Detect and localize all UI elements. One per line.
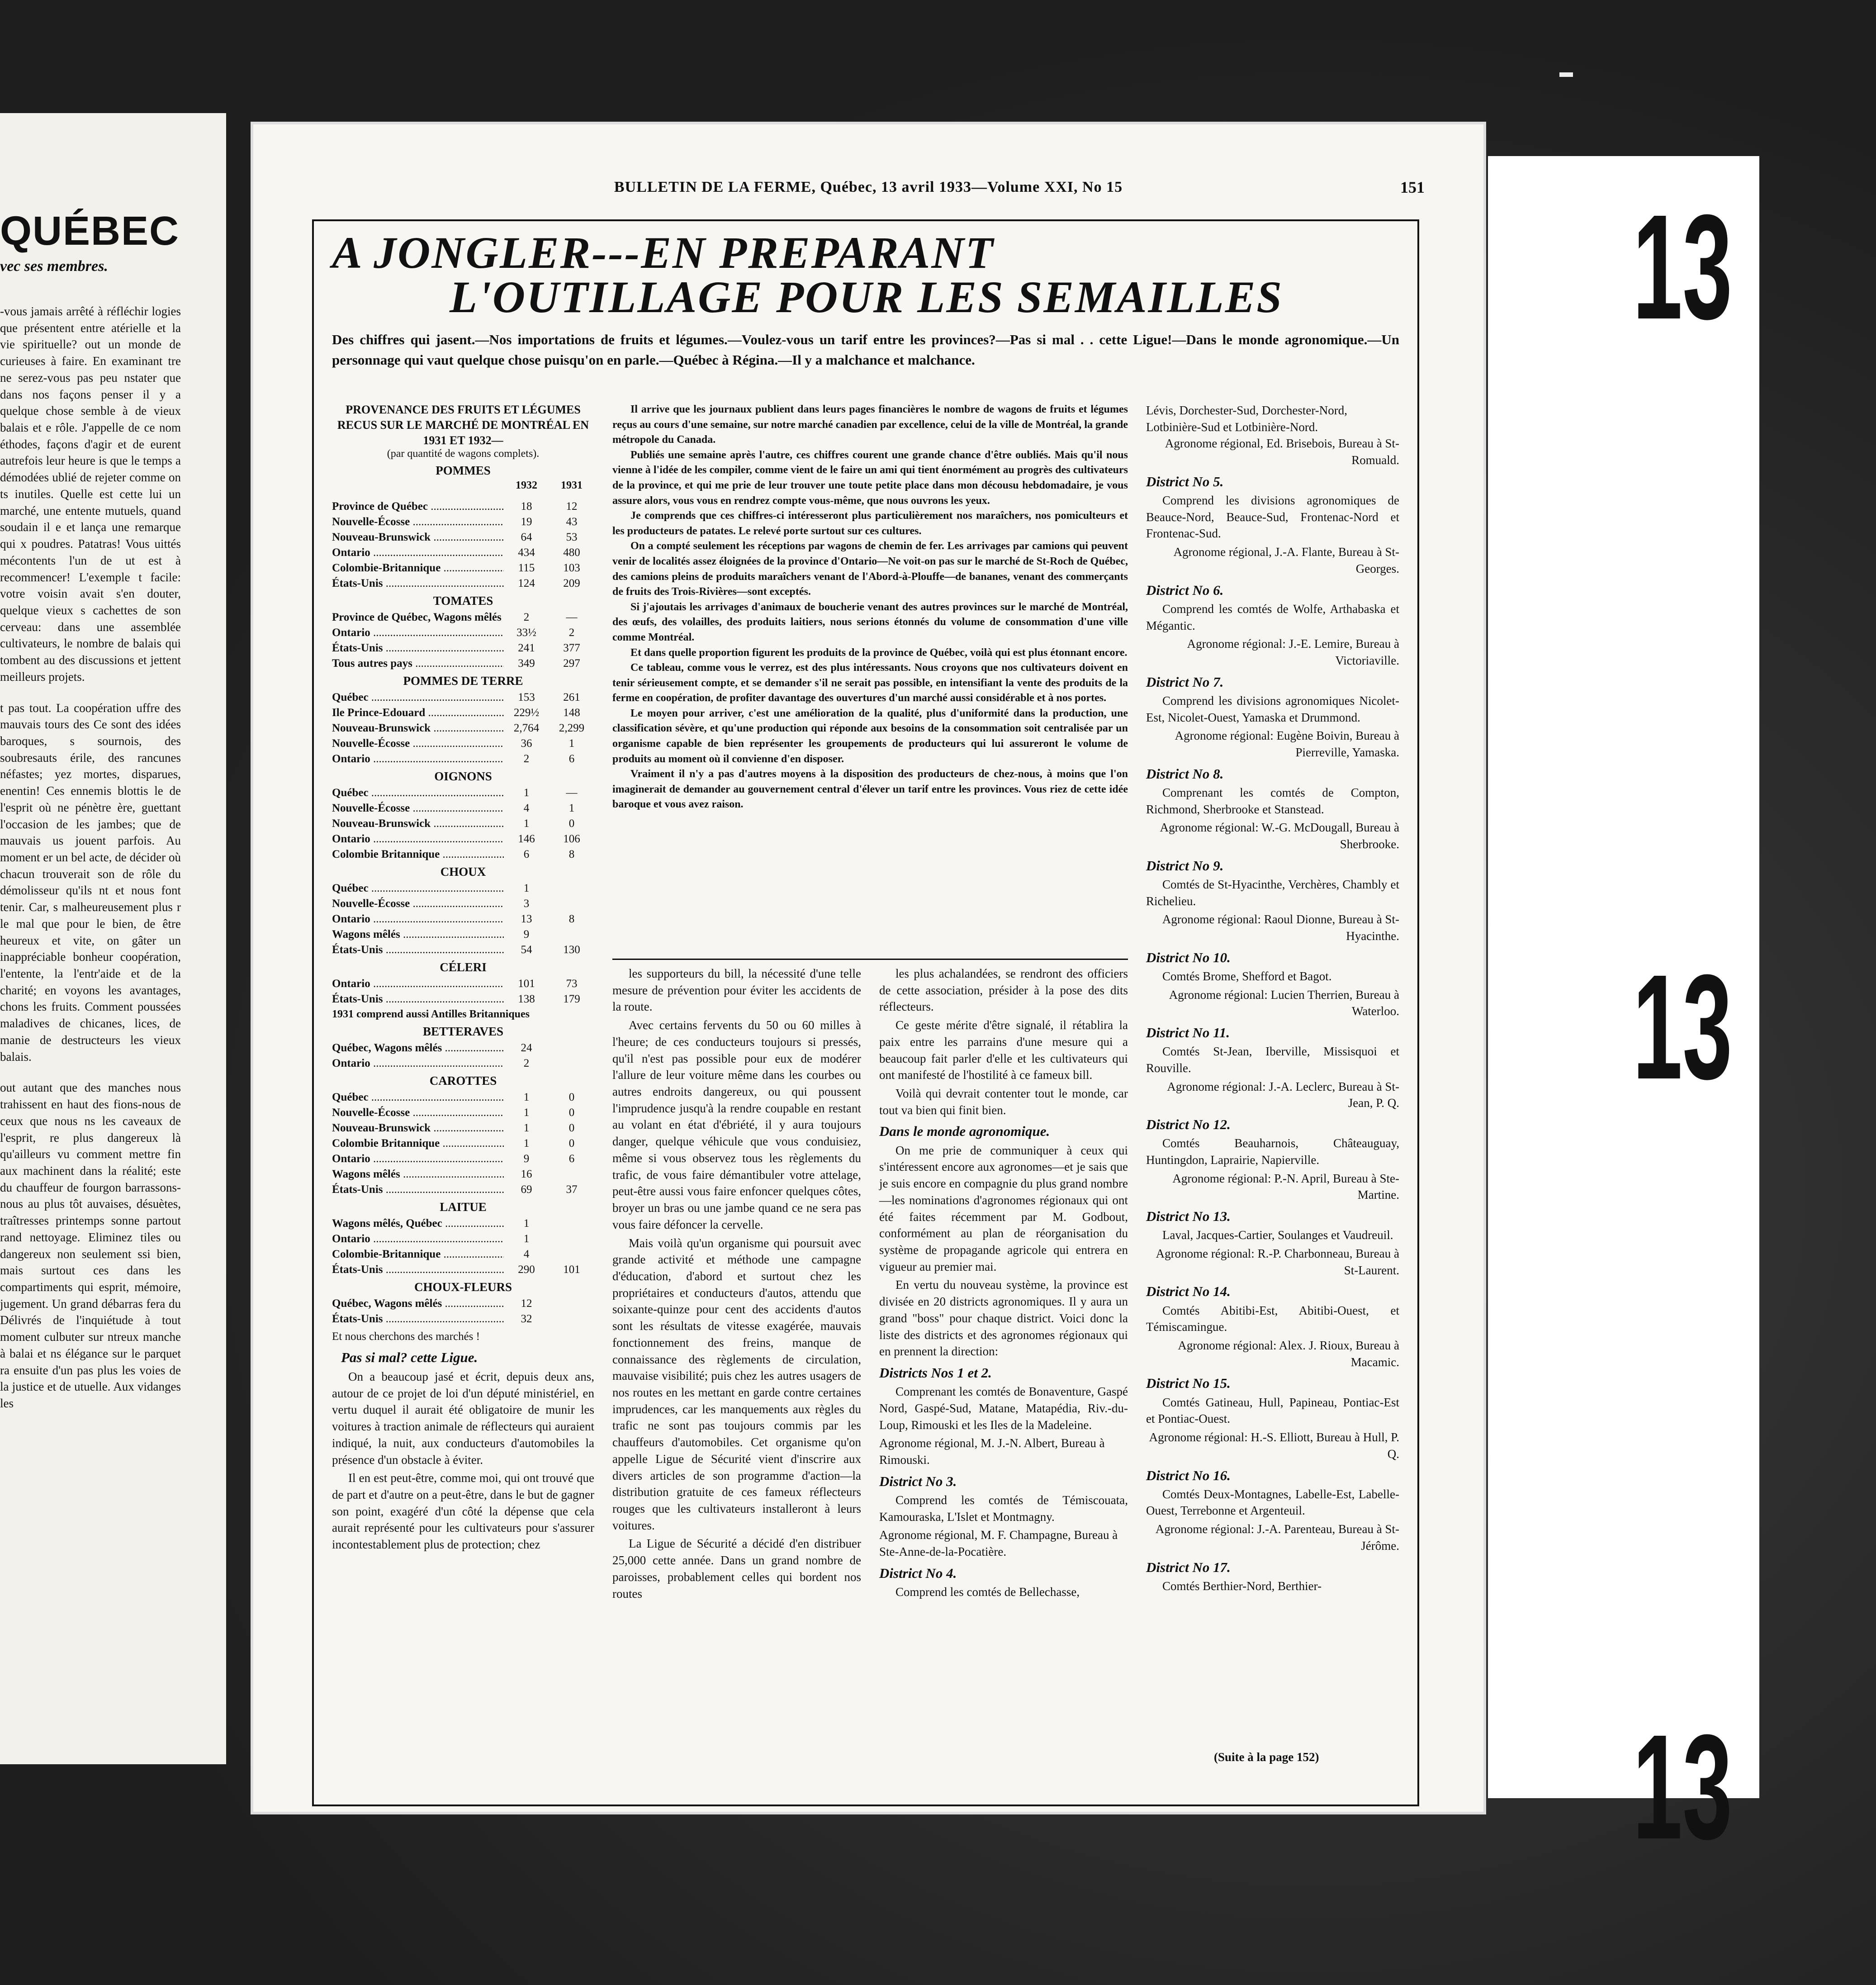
ligue-paragraph: La Ligue de Sécurité a décidé d'en distribuer 25,000 cette année. Dans un grand nombre de paroisses, probablement celles qui bordent nos routes [612,1537,861,1600]
table-row [332,1121,594,1136]
value-1932: 4 [523,1248,530,1261]
district-heading: District No 3. [879,1473,957,1489]
value-1932: 19 [521,516,532,528]
table-row [332,831,594,847]
district-agronome: Agronome régional: J.-A. Parenteau, Bureau à St-Jérôme. [1155,1522,1399,1553]
value-1932: 349 [518,657,535,670]
value-1932: 2 [523,611,530,624]
value-1932: 138 [518,993,535,1006]
district-heading: District No 8. [1146,765,1224,782]
row-label: Québec, Wagons mêlés ..... [332,1296,504,1311]
row-label: Nouveau-Brunswick ..... [332,530,504,545]
value-1932: 2,764 [513,722,540,735]
value-1931: — [566,611,578,624]
running-head: BULLETIN DE LA FERME, Québec, 13 avril 1933—Volume XXI, No 15 [614,179,1123,195]
district-heading: District No 7. [1146,674,1224,690]
ligue-paragraph: Mais voilà qu'un organisme qui poursuit avec grande activité et méthode une campagne d'éducation, d'abord et surtout chez les propriétaires et conducteurs d'autos, attendu que soixante-quinze pour cent des accidents d'autos sont les résultats de vitesse exagérée, mauvais fonctionnement des freins, manque de connaissance des règlements de circulation, mauvaise visibilité; puis chez les autres usagers de nos routes en les mettant en garde contre certaines imprudences, car les manquements aux règles du trafic ne sont pas toujours commis par les chauffeurs d'automobiles. Cet organisme qu'on appelle Ligue de Sécurité vient d'inscrire aux divers articles de son programme d'action—la distribution gratuite de ces fameux réflecteurs rouges que les cultivateurs installeront à leurs voitures. [612,1236,861,1532]
value-1931: 12 [566,500,578,513]
value-1932: 64 [521,531,532,544]
district-description: Laval, Jacques-Cartier, Soulanges et Vaudreuil. [1162,1228,1393,1242]
row-label: Québec ..... [332,881,504,896]
intro-paragraph: Publiés une semaine après l'autre, ces chiffres courent une grande chance d'être oubliés. Mais qu'il nous vienne à l'idée de les compiler, comme vient de le faire un ami qui tient énormément au progrès des cultivateurs de la province, et qui me prie de leur trouver une toute petite place dans mon décousu hebdomadaire, je vous assure alors, vous vous en rendrez compte vous-même, que nous ouvrons les yeux. [612,449,1128,507]
value-1932: 13 [521,913,532,926]
article-frame [312,219,1419,1806]
district-description: Comprend les comtés de Témiscouata, Kamouraska, L'Islet et Montmagny. [879,1493,1128,1524]
divider-rule [612,959,1128,960]
value-1932: 1 [523,1122,530,1135]
row-label: Ontario ..... [332,751,504,767]
district-description: Comtés de St-Hyacinthe, Verchères, Chambly et Richelieu. [1146,877,1399,908]
table-row [332,881,594,896]
table-row [332,785,594,801]
value-1931: 101 [563,1263,580,1276]
row-label: États-Unis ..... [332,1262,504,1277]
row-label: Ontario ..... [332,912,504,927]
column-2 [612,965,861,1604]
headline-line-2: L'OUTILLAGE POUR LES SEMAILLES [450,272,1284,322]
table-row [332,1056,594,1071]
ligue-paragraph: On a beaucoup jasé et écrit, depuis deux ans, autour de ce projet de loi d'un député ministériel, en vertu duquel il aurait été obligatoire de munir les voitures à traction animale de réflecteurs qui auraient indiqué, la nuit, aux conducteurs d'automobiles la présence d'un obstacle à éviter. [332,1370,594,1467]
row-label: Ontario ..... [332,976,504,992]
value-1931: 103 [563,562,580,575]
table-row [332,1105,594,1121]
intro-paragraph: Ce tableau, comme vous le verrez, est des plus intéressants. Nous croyons que nos cultivateurs doivent en tenir sérieusement compte, et se demander s'il ne serait pas possible, en intensifiant la vente des produits de la ferme en coopération, de profiter davantage des ouvertures d'un marché aussi considérable et à nos portes. [612,662,1128,704]
column-header-1931: 1931 [561,480,583,492]
value-1932: 434 [518,546,535,559]
value-1931: 0 [568,1122,575,1135]
value-1931: 1 [568,802,575,815]
value-1931 [549,1040,594,1056]
table-row [332,1296,594,1311]
row-label: Ile Prince-Edouard ..... [332,705,504,721]
value-1931: 0 [568,1106,575,1119]
district-heading: District No 16. [1146,1467,1231,1483]
col3-paragraph: les plus achalandées, se rendront des officiers de cette association, présider à la pose des dits réflecteurs. [879,967,1128,1014]
district-agronome: Agronome régional, M. J.-N. Albert, Bureau à Rimouski. [879,1436,1105,1467]
district-heading: District No 17. [1146,1559,1231,1575]
value-1931: 261 [563,691,580,704]
district-heading: District No 14. [1146,1283,1231,1300]
value-1932: 54 [521,944,532,956]
newspaper-page [253,124,1483,1812]
value-1931: 179 [563,993,580,1006]
value-1932: 12 [521,1297,532,1310]
value-1932: 2 [523,1057,530,1070]
table-row [332,656,594,671]
row-label: Nouvelle-Écosse ..... [332,736,504,751]
value-1931: 73 [566,978,578,990]
row-label: Nouvelle-Écosse ..... [332,514,504,530]
table-row [332,641,594,656]
value-1932: 4 [523,802,530,815]
value-1931: 209 [563,577,580,590]
district-description: Comtés Beauharnois, Châteauguay, Huntingdon, Laprairie, Napierville. [1146,1136,1399,1167]
value-1932: 124 [518,577,535,590]
ligue-paragraph: les supporteurs du bill, la nécessité d'une telle mesure de prévention pour éviter les accidents de la route. [612,967,861,1014]
table-title: PROVENANCE DES FRUITS ET LÉGUMES RECUS SUR LE MARCHÉ DE MONTRÉAL EN 1931 ET 1932— [337,403,589,447]
district-agronome: Agronome régional, M. F. Champagne, Bureau à Ste-Anne-de-la-Pocatière. [879,1528,1118,1559]
value-1931: 2 [568,627,575,639]
value-1931: 1 [568,737,575,750]
district-agronome: Agronome régional: H.-S. Elliott, Bureau à Hull, P. Q. [1149,1430,1399,1461]
table-row [332,690,594,705]
value-1932: 290 [518,1263,535,1276]
district-agronome: Agronome régional: Raoul Dionne, Bureau à St-Hyacinthe. [1162,912,1399,943]
row-label: États-Unis ..... [332,942,504,958]
district-list [1146,472,1399,1595]
district-4-agronome: Agronome régional, Ed. Brisebois, Bureau à St-Romuald. [1165,437,1399,467]
table-category: LAITUE [440,1200,487,1214]
table-row [332,576,594,591]
value-1931 [549,1296,594,1311]
district-heading: District No 13. [1146,1208,1231,1225]
value-1931: 37 [566,1183,578,1196]
col3-paragraph: Voilà qui devrait contenter tout le monde, car tout va bien qui finit bien. [879,1087,1128,1117]
row-label: Colombie-Britannique ..... [332,560,504,576]
value-1932: 153 [518,691,535,704]
value-1931: 0 [568,817,575,830]
table-tail: Et nous cherchons des marchés ! [332,1330,480,1343]
table-row [332,896,594,912]
value-1932: 9 [523,1153,530,1165]
value-1932: 1 [523,1217,530,1230]
value-1932: 1 [523,882,530,895]
district-description: Comtés St-Jean, Iberville, Missisquoi et Rouville. [1146,1045,1399,1075]
table-row [332,1216,594,1231]
left-paragraph: out autant que des manches nous trahissent en haut des fions-nous de ceux que nous ns les caveaux de l'esprit, re plus dangereux là qu'ailleurs vu comment mettre fin aux machinent dans la réalité; este du chauffeur de fourgon barrassons-nous au plus tôt auvaises, désuètes, traîtresses printemps sonne partout rand nettoyage. Eliminez tiles ou dangereux non seulement ssi bien, mais surtout ces dans les compartiments qui esprit, mémoire, jugement. Un grand débarras fera du Délivrés de l'inquiétude à tout moment culbuter sur ntreux manche à balai et ns élégance sur le parquet ra ensuite d'un pas plus les voies de la justice et de utuelle. Aux vidanges les [0,1081,181,1410]
value-1931 [549,1247,594,1262]
agro-paragraph: En vertu du nouveau système, la province est divisée en 20 districts agronomiques. Il y aura un grand "boss" pour chaque district. Voici donc la liste des districts et des agronomes régionaux qui en prennent la direction: [879,1278,1128,1358]
row-label: Québec ..... [332,690,504,705]
column-4 [1146,402,1399,1596]
ligue-paragraph: Avec certains fervents du 50 ou 60 milles à l'heure; de ces conducteurs toujours si pressés, qu'il n'est pas possible pour eux de modérer l'allure de leur voiture même dans les courbes ou autres endroits dangereux, ou qui poussent l'imprudence jusqu'à la rendre coupable en restant au volant en état d'ébriété, il y aura toujours danger, quelque véhicule que vous conduisiez, même si vous observez tous les règlements du trafic, de vous faire démantibuler votre attelage, peut-être aussi vous faire enfoncer quelques côtes, broyer un bras ou une jambe quand ce ne sera pas vous faire défoncer la cervelle. [612,1018,861,1231]
row-label: Nouveau-Brunswick ..... [332,816,504,831]
value-1932: 24 [521,1042,532,1054]
agronomique-heading: Dans le monde agronomique. [879,1123,1050,1140]
intro-paragraph: Il arrive que les journaux publient dans leurs pages financières le nombre de wagons de fruits et légumes reçus au cours d'une semaine, sur notre marché canadien par excellence, celui de la ville de Montréal, la grande métropole du Canada. [612,404,1128,446]
row-label: États-Unis ..... [332,576,504,591]
district-agronome: Agronome régional: Alex. J. Rioux, Bureau à Macamic. [1178,1339,1399,1369]
column-3 [879,965,1128,1602]
row-label: Wagons mêlés, Québec ..... [332,1216,504,1231]
value-1932: 229½ [513,707,540,719]
value-1932: 1 [523,1091,530,1104]
value-1931 [549,1231,594,1247]
column-header-1932: 1932 [516,480,537,492]
value-1932: 2 [523,753,530,765]
intro-paragraph: Le moyen pour arriver, c'est une amélioration de la qualité, plus d'uniformité dans la production, une classification sévère, et qu'une production qui réponde aux besoins de la consommation soit centralisée par un organisme capable de bien représenter les groupements de producteurs qui lui assureront le volume de produits au moment où il convienne d'en disposer. [612,707,1128,765]
table-row [332,1151,594,1167]
row-label: Québec ..... [332,1090,504,1105]
value-1932: 1 [523,787,530,799]
value-1931: 8 [568,848,575,861]
district-agronome: Agronome régional: W.-G. McDougall, Bureau à Sherbrooke. [1160,821,1399,851]
film-speck [1559,72,1573,77]
row-label: États-Unis ..... [332,992,504,1007]
value-1932: 32 [521,1313,532,1325]
value-1931: 0 [568,1091,575,1104]
table-row [332,927,594,942]
table-header [332,480,594,492]
table-row [332,705,594,721]
frame-number: 13 [1633,183,1733,350]
value-1931 [549,881,594,896]
page-number: 151 [1400,178,1425,196]
value-1931: 6 [568,753,575,765]
value-1931: 480 [563,546,580,559]
value-1931 [549,1056,594,1071]
value-1931 [549,1311,594,1327]
table-row [332,992,594,1007]
value-1931: 6 [568,1153,575,1165]
table-category: CÉLERI [440,960,487,974]
table-row [332,514,594,530]
district-description: Comprend les divisions agronomiques de Beauce-Nord, Beauce-Sud, Frontenac-Nord et Frontenac-Sud. [1146,494,1399,541]
district-description: Comtés Abitibi-Est, Abitibi-Ouest, et Témiscamingue. [1146,1303,1399,1334]
row-label: Québec ..... [332,785,504,801]
table-note: (par quantité de wagons complets). [387,448,540,460]
table-category: POMMES DE TERRE [403,674,523,688]
district-agronome: Agronome régional, J.-A. Flante, Bureau à St-Georges. [1173,545,1399,575]
table-row [332,736,594,751]
intro-paragraph: On a compté seulement les réceptions par wagons de chemin de fer. Les arrivages par camions qui peuvent venir de localités assez éloignées de la province d'Ontario—Ne voit-on pas sur le marché de St-Roch de Québec, des camions pleins de produits maraîchers venant de l'Abord-à-Plouffe—de bananes, venant des commerçants de fruits des Trois-Rivières—sont exceptés. [612,540,1128,598]
intro-paragraph: Si j'ajoutais les arrivages d'animaux de boucherie venant des autres provinces sur le marché de Montréal, des œufs, des volailles, des produits laitiers, nous serions étonnés du volume de consommation d'une ville comme Montréal. [612,601,1128,643]
row-label: Ontario ..... [332,625,504,641]
row-label: Ontario ..... [332,1056,504,1071]
table-category: TOMATES [433,594,493,608]
frame-number: 13 [1633,943,1733,1110]
district-heading: District No 6. [1146,582,1224,598]
ligue-text [332,1368,594,1553]
article-deck: Des chiffres qui jasent.—Nos importations de fruits et légumes.—Voulez-vous un tarif entre les provinces?—Pas si mal . . cette Ligue!—Dans le monde agronomique.—Un personnage qui vaut quelque chose puisqu'on en parle.—Québec à Régina.—Il y a malchance et malchance. [332,332,1399,368]
district-description: Comprend les comtés de Wolfe, Arthabaska et Mégantic. [1146,602,1399,632]
table-row [332,1040,594,1056]
table-row [332,499,594,514]
district-description: Comprenant les comtés de Bonaventure, Gaspé Nord, Gaspé-Sud, Matane, Matapédia, Riv.-du-Loup, Rimouski et les Iles de la Madeleine. [879,1385,1128,1432]
table-row [332,1090,594,1105]
table-row [332,942,594,958]
value-1932: 9 [523,928,530,941]
row-label: Colombie Britannique ..... [332,1136,504,1151]
table-category: OIGNONS [434,769,492,784]
district-agronome: Agronome régional: R.-P. Charbonneau, Bureau à St-Laurent. [1156,1247,1399,1277]
row-label: Nouvelle-Écosse ..... [332,1105,504,1121]
district-agronome: Agronome régional: Eugène Boivin, Bureau à Pierreville, Yamaska. [1175,729,1399,759]
row-label: Ontario ..... [332,1231,504,1247]
table-row [332,721,594,736]
district-description: Comprend les comtés de Bellechasse, [895,1585,1080,1599]
table-row [332,545,594,560]
value-1932: 6 [523,848,530,861]
district-list [879,1363,1128,1600]
table-row [332,1231,594,1247]
table-row [332,530,594,545]
left-paragraph: -vous jamais arrêté à réfléchir logies que présentent entre atérielle et la vie spirituelle? out un monde de curieuses à faire. En examinant tre ne serez-vous pas peu nstater que dans nos façons penser il y a quelque chose semble à de vieux balais et e rôle. J'appelle de ce nom éthodes, façons d'agir et de eurent autrefois leur heure is que le temps a démodées ublié de rejeter comme on ts inutiles. Quelle est cette lui un marché, une entente mutuels, quand soudain il e et lança une remarque qui x poudres. Patatras! Vous uittés mécontents l'un de ut est à recommencer! L'exemple t facile: votre voisin avait s'en douter, quelque vieux s cachettes de son cerveau: dans une assemblée cultivateurs, le nombre de balais qui tombent au des discussions et jettent meilleurs projets. [0,304,181,684]
intro-paragraph: Et dans quelle proportion figurent les produits de la province de Québec, voilà qui est plus étonnant encore. [630,646,1127,659]
row-label: Colombie Britannique ..... [332,847,504,862]
row-label: Nouveau-Brunswick ..... [332,721,504,736]
table-row [332,801,594,816]
value-1931: 43 [566,516,578,528]
value-1932: 16 [521,1168,532,1181]
ligue-heading: Pas si mal? cette Ligue. [341,1349,478,1366]
table-category: BETTERAVES [422,1025,504,1039]
value-1932: 1 [523,1106,530,1119]
row-label: États-Unis ..... [332,1311,504,1327]
value-1931 [549,1216,594,1231]
table-row [332,751,594,767]
left-page-subtitle: vec ses membres. [0,258,108,275]
value-1931: 297 [563,657,580,670]
value-1931 [549,1167,594,1182]
row-label: Colombie-Britannique ..... [332,1247,504,1262]
left-facing-page [0,113,226,1764]
row-label: Nouvelle-Écosse ..... [332,801,504,816]
left-paragraph: t pas tout. La coopération uffre des mauvais tours des Ce sont des idées baroques, s sournois, des soubresauts érile, des rancunes néfastes; yez mortes, disparues, enentin! Ces ennemis blottis le de l'esprit où ne pénètre ère, guettant l'occasion de les jambes; que de mauvais us jouent parfois. Au moment er un bel acte, de décider où chacun trouverait son de rôle du démolisseur qu'ils nt et nous font tenir. Car, s malheureusement plus r le mal que pour le bien, de être heureux et vite, on gâter un inappréciable bonheur coopération, l'entente, la l'entr'aide et de la charité; en voyons les avantages, chons les fruits. Comment poussées maladives de chicanes, lices, de manie de destructeurs les vieux balais. [0,701,181,1064]
row-label: Wagons mêlés ..... [332,1167,504,1182]
value-1932: 115 [518,562,535,575]
table-row [332,816,594,831]
district-heading: District No 5. [1146,473,1224,489]
value-1931: 53 [566,531,578,544]
col3-paragraph: Ce geste mérite d'être signalé, il rétablira la paix entre les parrains d'une mesure qui a beaucoup fait parler d'elle et les cultivateurs qui ont manifesté de l'hostilité à ce fameux bill. [879,1018,1128,1082]
value-1931: — [566,787,578,799]
table-category: CAROTTES [429,1074,497,1088]
left-page-text [0,303,181,1426]
table-row [332,847,594,862]
district-heading: District No 15. [1146,1375,1231,1391]
district-description: Comtés Berthier-Nord, Berthier- [1162,1579,1322,1593]
row-label: Nouvelle-Écosse ..... [332,896,504,912]
value-1932: 1 [523,1233,530,1245]
left-page-title: QUÉBEC [0,209,180,254]
continued-note: (Suite à la page 152) [1214,1750,1319,1764]
table-footnote: 1931 comprend aussi Antilles Britanniques [332,1008,530,1021]
ligue-paragraph: Il en est peut-être, comme moi, qui ont trouvé que de part et d'autre on a peut-être, dans le but de gagner son point, exagéré d'un côté la dépense que cela aurait représenté pour les cultivateurs pour s'assurer incontestablement plus de protection; chez [332,1471,594,1552]
district-heading: District No 12. [1146,1116,1231,1133]
district-description: Comtés Brome, Shefford et Bagot. [1162,969,1332,983]
table-row [332,560,594,576]
agro-paragraph: On me prie de communiquer à ceux qui s'intéressent encore aux agronomes—et je sais que je suis encore en compagnie du plus grand nombre—les nominations d'agronomes régionaux qui ont été faites récemment par M. Godbout, conformément au plan de réorganisation du système de propagande agricole qui entrera en vigueur au premier mai. [879,1143,1128,1273]
value-1931: 130 [563,944,580,956]
intro-paragraph: Je comprends que ces chiffres-ci intéresseront plus particulièrement nos maraîchers, nos pomiculteurs et les producteurs de patates. Le relevé porte surtout sur ces cultures. [612,510,1128,537]
table-category: CHOUX-FLEURS [414,1280,512,1294]
district-description: Comprenant les comtés de Compton, Richmond, Sherbrooke et Stanstead. [1146,785,1399,816]
district-agronome: Agronome régional: Lucien Therrien, Bureau à Waterloo. [1169,988,1399,1018]
value-1931 [549,896,594,912]
value-1932: 241 [518,642,535,655]
row-label: États-Unis ..... [332,641,504,656]
intro-text [612,402,1128,812]
row-label: Ontario ..... [332,831,504,847]
district-heading: District No 9. [1146,857,1224,874]
district-4-continued: Lévis, Dorchester-Sud, Dorchester-Nord, Lotbinière-Sud et Lotbinière-Nord. [1146,404,1348,434]
table-row [332,1247,594,1262]
value-1931: 148 [563,707,580,719]
table-row [332,1311,594,1327]
value-1932: 146 [518,833,535,845]
district-description: Comtés Gatineau, Hull, Papineau, Pontiac-Est et Pontiac-Ouest. [1146,1395,1399,1426]
table-row [332,610,594,625]
table-row [332,625,594,641]
district-agronome: Agronome régional: J.-E. Lemire, Bureau à Victoriaville. [1187,637,1399,667]
row-label: Nouveau-Brunswick ..... [332,1121,504,1136]
district-heading: Districts Nos 1 et 2. [879,1364,992,1381]
value-1932: 1 [523,1137,530,1150]
row-label: Ontario ..... [332,545,504,560]
district-heading: District No 10. [1146,949,1231,965]
value-1931: 0 [568,1137,575,1150]
value-1931: 2,299 [559,722,585,735]
table-row [332,976,594,992]
value-1931: 377 [563,642,580,655]
value-1932: 3 [523,898,530,910]
district-description: Comtés Deux-Montagnes, Labelle-Est, Labelle-Ouest, Terrebonne et Argenteuil. [1146,1487,1399,1518]
table-row [332,1182,594,1197]
district-description: Comprend les divisions agronomiques Nicolet-Est, Nicolet-Ouest, Yamaska et Drummond. [1146,693,1399,724]
table-category: CHOUX [440,865,486,879]
intro-paragraph: Vraiment il n'y a pas d'autres moyens à la disposition des producteurs de chez-nous, à moins que l'on imaginerait de demander au gouvernement central d'élever un tarif entre les provinces. Vous riez de cette idée baroque et vous avez raison. [612,768,1128,811]
value-1932: 33½ [516,627,536,639]
frame-number: 13 [1633,1703,1733,1870]
district-heading: District No 4. [879,1565,957,1581]
value-1932: 36 [521,737,532,750]
value-1932: 101 [518,978,535,990]
value-1932: 69 [521,1183,532,1196]
column-1 [332,402,594,1555]
row-label: Québec, Wagons mêlés ..... [332,1040,504,1056]
value-1931 [549,927,594,942]
table-row [332,1167,594,1182]
district-agronome: Agronome régional: P.-N. April, Bureau à Ste-Martine. [1172,1171,1399,1202]
row-label: Tous autres pays ..... [332,656,504,671]
district-agronome: Agronome régional: J.-A. Leclerc, Bureau à St-Jean, P. Q. [1167,1079,1399,1110]
table-row [332,1262,594,1277]
value-1931: 106 [563,833,580,845]
table-body [332,499,594,1327]
row-label: Wagons mêlés ..... [332,927,504,942]
value-1931: 8 [568,913,575,926]
value-1932: 1 [523,817,530,830]
headline-line-1: A JONGLER---EN PREPARANT [332,228,995,278]
row-label: États-Unis ..... [332,1182,504,1197]
table-category: POMMES [436,464,491,478]
table-row [332,1136,594,1151]
value-1932: 18 [521,500,532,513]
district-heading: District No 11. [1146,1025,1230,1041]
row-label: Province de Québec ..... [332,499,504,514]
table-row [332,912,594,927]
row-label: Province de Québec, Wagons mêlés ..... [332,610,504,625]
row-label: Ontario ..... [332,1151,504,1167]
